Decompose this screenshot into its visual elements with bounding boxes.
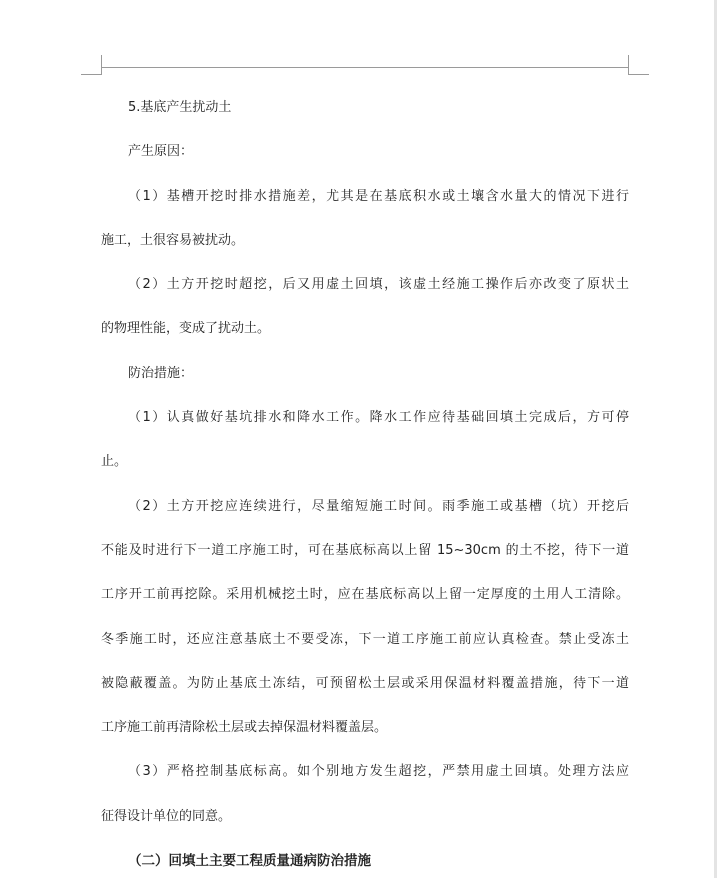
text-line: 被隐蔽覆盖。为防止基底土冻结，可预留松土层或采用保温材料覆盖措施，待下一道 [101,675,629,691]
text-line: （1）认真做好基坑排水和降水工作。降水工作应待基础回填土完成后，方可停 [128,410,629,426]
text-line: （2）土方开挖应连续进行，尽量缩短施工时间。雨季施工或基槽（坑）开挖后 [128,498,629,514]
text-line: 工序开工前再挖除。采用机械挖土时，应在基底标高以上留一定厚度的土用人工清除。 [101,587,629,603]
margin-mark-top-right-h [628,74,649,75]
text-line: 工序施工前再清除松土层或去掉保温材料覆盖层。 [101,720,388,736]
text-line: 产生原因： [128,144,194,160]
text-line: （1）基槽开挖时排水措施差，尤其是在基底积水或土壤含水量大的情况下进行 [128,188,629,204]
margin-mark-top-left-v [101,55,102,75]
text-line: （2）土方开挖时超挖，后又用虚土回填，该虚土经施工操作后亦改变了原状土 [128,277,629,293]
text-line: 的物理性能，变成了扰动土。 [101,321,271,337]
text-line: 征得设计单位的同意。 [101,808,232,824]
text-line: （3）严格控制基底标高。如个别地方发生超挖，严禁用虚土回填。处理方法应 [128,764,629,780]
text-line: 施工，土很容易被扰动。 [101,232,245,248]
text-line: 不能及时进行下一道工序施工时，可在基底标高以上留 15~30cm 的土不挖，待下一道 [101,542,629,558]
text-line: 防治措施： [128,365,194,381]
header-line [101,67,629,68]
document-body [101,86,629,883]
margin-mark-top-right-v [628,55,629,75]
text-line: 止。 [101,454,128,470]
section-heading: （二）回填土主要工程质量通病防治措施 [128,853,371,870]
margin-mark-top-left-h [81,74,102,75]
text-line: 5.基底产生扰动土 [128,100,232,115]
text-line: 冬季施工时，还应注意基底土不要受冻，下一道工序施工前应认真检查。禁止受冻土 [101,631,629,647]
